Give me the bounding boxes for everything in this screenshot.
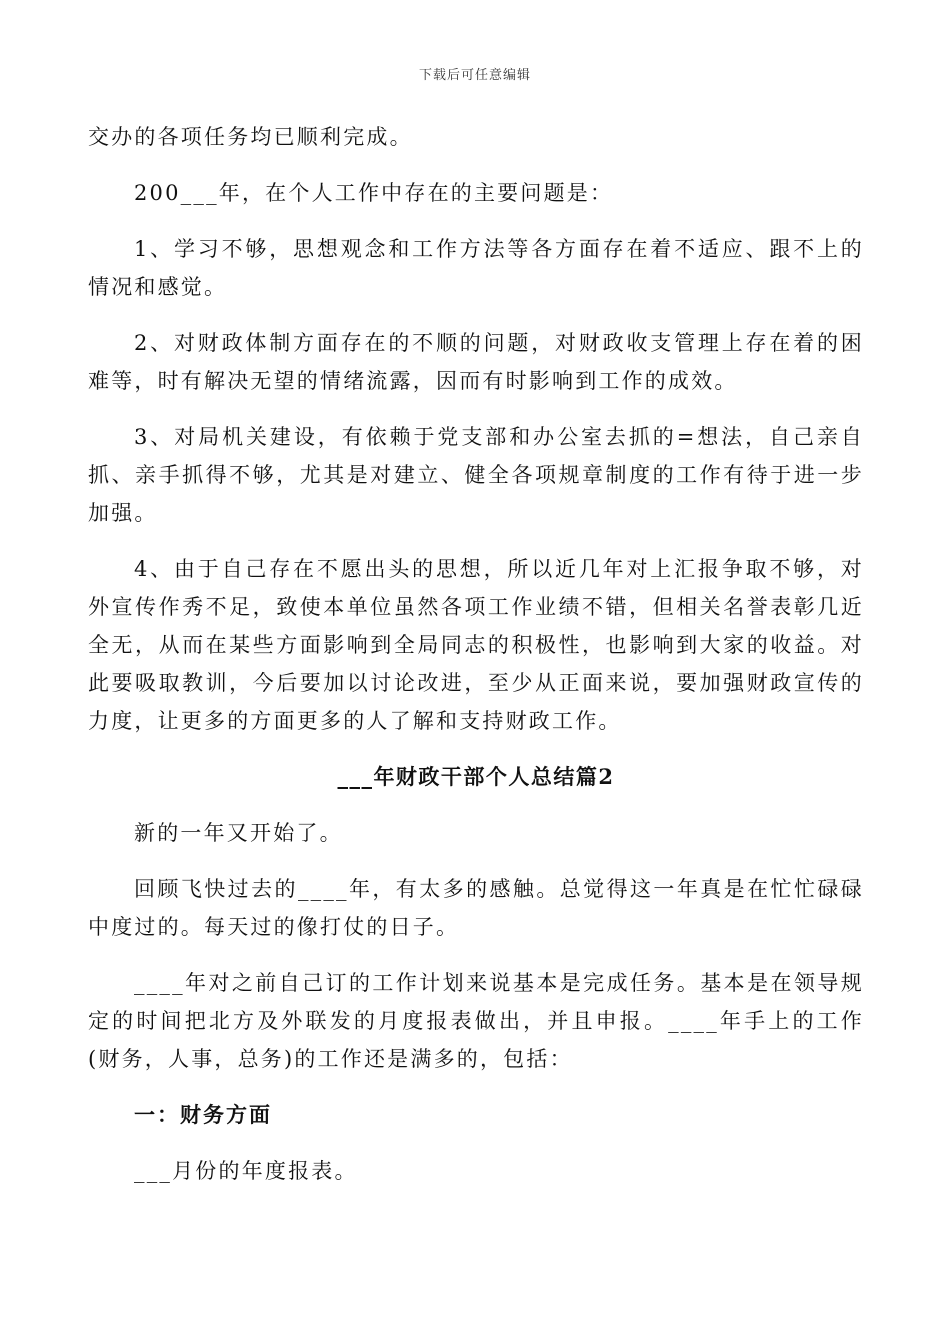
paragraph-problem-1: 1、学习不够，思想观念和工作方法等各方面存在着不适应、跟不上的情况和感觉。: [88, 237, 864, 299]
section-title: ___年财政干部个人总结篇2: [337, 764, 615, 789]
paragraph-problem-2: 2、对财政体制方面存在的不顺的问题，对财政收支管理上存在着的困难等，时有解决无望的情绪流露，因而有时影响到工作的成效。: [88, 331, 864, 393]
paragraph-work-plan: ____年对之前自己订的工作计划来说基本是完成任务。基本是在领导规定的时间把北方及外联发的月度报表做出，并且申报。____年手上的工作(财务，人事，总务)的工作还是满多的，包括：: [88, 971, 864, 1071]
paragraph-main-problems-intro: 200___年，在个人工作中存在的主要问题是：: [134, 181, 614, 205]
paragraph-review: 回顾飞快过去的____年，有太多的感触。总觉得这一年真是在忙忙碌碌中度过的。每天过的像打仗的日子。: [88, 877, 864, 939]
paragraph-tasks-completed: 交办的各项任务均已顺利完成。: [88, 125, 413, 149]
subsection-title-finance: 一：财务方面: [134, 1102, 272, 1127]
paragraph-problem-3: 3、对局机关建设，有依赖于党支部和办公室去抓的=想法，自己亲自抓、亲手抓得不够，尤其是对建立、健全各项规章制度的工作有待于进一步加强。: [88, 425, 864, 525]
paragraph-problem-4: 4、由于自己存在不愿出头的思想，所以近几年对上汇报争取不够，对外宣传作秀不足，致使本单位虽然各项工作业绩不错，但相关名誉表彰几近全无，从而在某些方面影响到全局同志的积极性，也影响到大家的收益。对此要吸取教训，今后要加以讨论改进，至少从正面来说，要加强财政宣传的力度，让更多的方面更多的人了解和支持财政工作。: [88, 557, 864, 733]
paragraph-annual-report: ___月份的年度报表。: [134, 1159, 358, 1183]
paragraph-new-year: 新的一年又开始了。: [134, 821, 343, 845]
page-header-note: 下载后可任意编辑: [418, 68, 531, 83]
document-body: [88, 118, 864, 1190]
